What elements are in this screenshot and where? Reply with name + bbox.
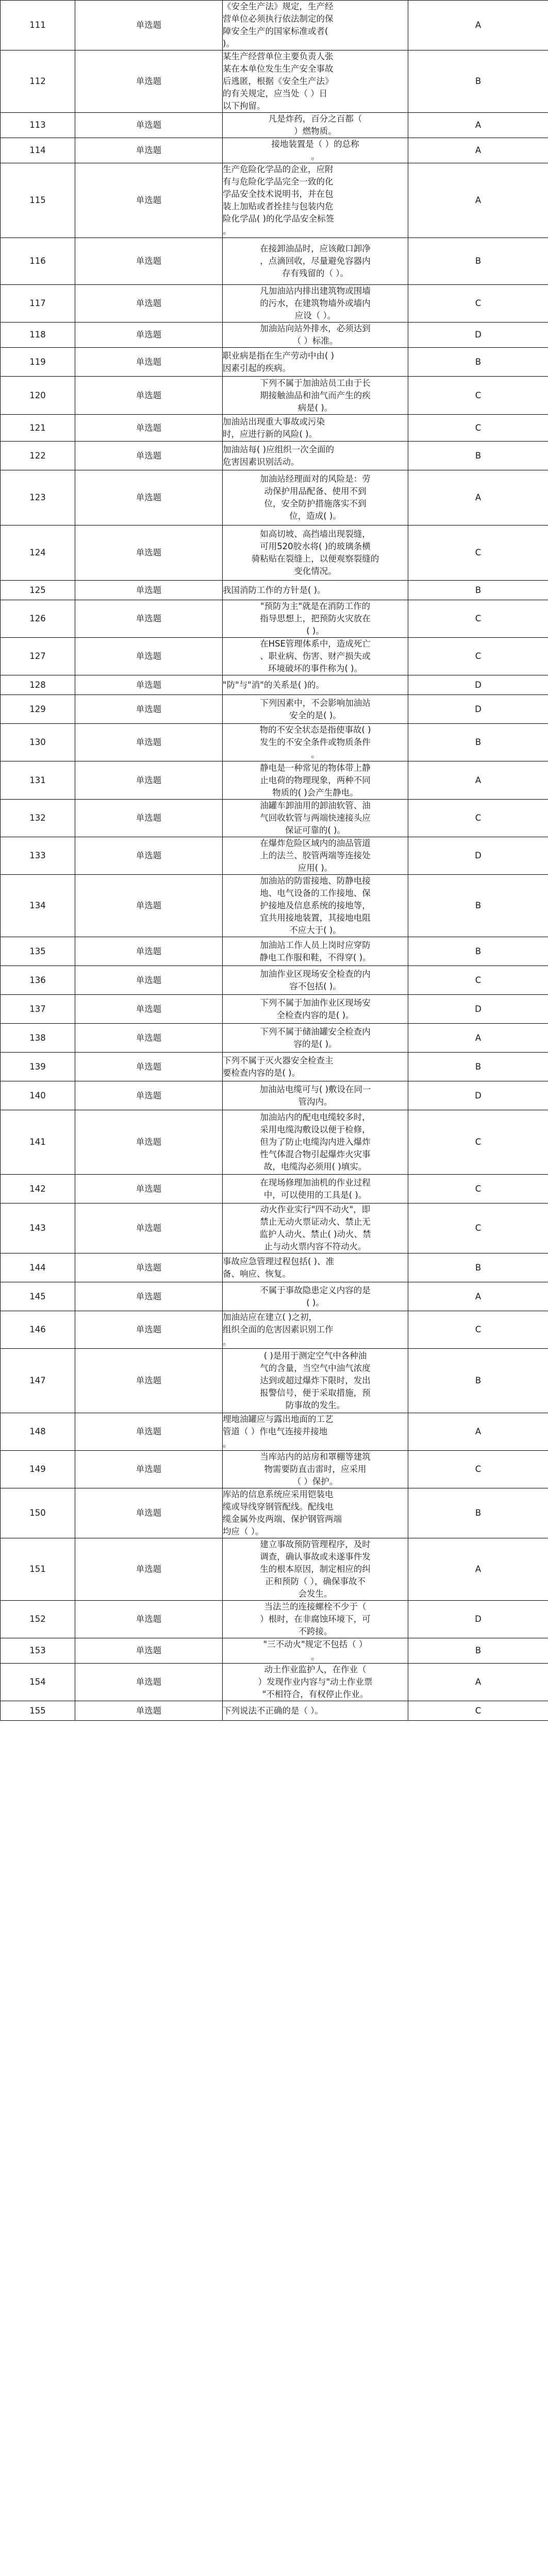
table-row [1, 581, 548, 600]
question-number: 141 [1, 1110, 75, 1175]
question-text: 下列不属于灭火器安全检查主 要检查内容的是( )。 [223, 1053, 408, 1081]
question-number: 120 [1, 377, 75, 415]
question-text: 埋地油罐应与露出地面的工艺 管道（ ）作电气连接并接地 。 [223, 1413, 408, 1451]
table-row [1, 1204, 548, 1253]
question-number: 117 [1, 285, 75, 323]
question-type: 单选题 [75, 1601, 223, 1638]
question-number: 112 [1, 50, 75, 113]
question-type: 单选题 [75, 1282, 223, 1311]
question-type: 单选题 [75, 1175, 223, 1204]
answer-key: A [408, 113, 548, 138]
question-number: 135 [1, 937, 75, 966]
question-text: 事故应急管理过程包括( )、准 备、响应、恢复。 [223, 1253, 408, 1282]
question-text: 在HSE管理体系中，造成死亡 、职业病、伤害、财产损失或 环境破坏的事件称为( )。 [223, 638, 408, 675]
table-row [1, 1664, 548, 1701]
question-table-body [1, 1, 548, 1721]
question-text: ( )是用于测定空气中各种油 气的含量，当空气中油气浓度 达到或超过爆炸下限时，发出 报警信号，便于采取措施，预 防事故的发生。 [223, 1349, 408, 1413]
table-row [1, 1253, 548, 1282]
question-type: 单选题 [75, 966, 223, 995]
table-row [1, 285, 548, 323]
question-type: 单选题 [75, 1253, 223, 1282]
table-row [1, 1053, 548, 1081]
answer-key: B [408, 1488, 548, 1538]
question-text: "预防为主"就是在消防工作的 指导思想上，把预防火灾放在 ( )。 [223, 600, 408, 638]
question-type: 单选题 [75, 1110, 223, 1175]
question-type: 单选题 [75, 638, 223, 675]
question-text: 某生产经营单位主要负责人张 某在本单位发生生产安全事故 后逃匿，根据《安全生产法》 的有关规定，应当处（ ）日 以下拘留。 [223, 50, 408, 113]
question-type: 单选题 [75, 238, 223, 285]
question-text: 下列不属于加油站员工由于长 期接触油品和油气而产生的疾 病是( )。 [223, 377, 408, 415]
answer-key: C [408, 1110, 548, 1175]
answer-key: B [408, 238, 548, 285]
question-text: 物的不安全状态是指使事故( ) 发生的不安全条件或物质条件 。 [223, 724, 408, 761]
table-row [1, 113, 548, 138]
question-type: 单选题 [75, 1701, 223, 1721]
question-number: 150 [1, 1488, 75, 1538]
question-type: 单选题 [75, 163, 223, 238]
table-row [1, 937, 548, 966]
question-type: 单选题 [75, 1413, 223, 1451]
table-row [1, 238, 548, 285]
table-row [1, 695, 548, 724]
question-type: 单选题 [75, 1053, 223, 1081]
answer-key: B [408, 1053, 548, 1081]
question-number: 153 [1, 1638, 75, 1664]
question-number: 126 [1, 600, 75, 638]
question-text: 加油站经理面对的风险是：劳 动保护用品配备、使用不到 位，安全防护措施落实不到 位，造成( )。 [223, 470, 408, 526]
question-number: 138 [1, 1024, 75, 1053]
answer-key: B [408, 50, 548, 113]
answer-key: B [408, 1253, 548, 1282]
answer-key: A [408, 1413, 548, 1451]
question-text: 加油站的防雷接地、防静电接 地、电气设备的工作接地、保 护接地及信息系统的接地等， 宜共用接地装置，其接地电阻 不应大于( )。 [223, 875, 408, 937]
question-number: 122 [1, 442, 75, 470]
table-row [1, 323, 548, 348]
answer-key: B [408, 724, 548, 761]
answer-key: A [408, 1664, 548, 1701]
question-number: 155 [1, 1701, 75, 1721]
question-type: 单选题 [75, 1349, 223, 1413]
question-number: 132 [1, 800, 75, 837]
question-type: 单选题 [75, 800, 223, 837]
question-number: 143 [1, 1204, 75, 1253]
table-row [1, 675, 548, 695]
question-number: 134 [1, 875, 75, 937]
question-number: 121 [1, 415, 75, 442]
question-text: 《安全生产法》规定，生产经 营单位必须执行依法制定的保 障安全生产的国家标准或者( )。 [223, 1, 408, 50]
answer-key: C [408, 638, 548, 675]
question-type: 单选题 [75, 875, 223, 937]
answer-key: B [408, 1349, 548, 1413]
question-text: 加油站出现重大事故或污染 时，应进行新的风险( )。 [223, 415, 408, 442]
table-row [1, 1349, 548, 1413]
table-row [1, 348, 548, 377]
answer-key: C [408, 1311, 548, 1349]
answer-key: B [408, 1638, 548, 1664]
question-number: 152 [1, 1601, 75, 1638]
answer-key: A [408, 138, 548, 163]
question-number: 118 [1, 323, 75, 348]
question-number: 145 [1, 1282, 75, 1311]
question-type: 单选题 [75, 138, 223, 163]
question-type: 单选题 [75, 995, 223, 1024]
question-type: 单选题 [75, 1311, 223, 1349]
question-text: 下列因素中，不会影响加油站 安全的是( )。 [223, 695, 408, 724]
table-row [1, 1311, 548, 1349]
question-type: 单选题 [75, 837, 223, 875]
question-text: 加油站向站外排水，必须达到 （ ）标准。 [223, 323, 408, 348]
question-type: 单选题 [75, 323, 223, 348]
answer-key: C [408, 1175, 548, 1204]
question-number: 123 [1, 470, 75, 526]
question-type: 单选题 [75, 937, 223, 966]
question-type: 单选题 [75, 1638, 223, 1664]
answer-key: C [408, 1451, 548, 1488]
answer-key: A [408, 1024, 548, 1053]
answer-key: D [408, 695, 548, 724]
table-row [1, 1451, 548, 1488]
question-number: 151 [1, 1538, 75, 1601]
question-text: 接地装置是（ ）的总称 。 [223, 138, 408, 163]
question-number: 142 [1, 1175, 75, 1204]
answer-key: A [408, 1, 548, 50]
question-type: 单选题 [75, 675, 223, 695]
question-number: 139 [1, 1053, 75, 1081]
answer-key: A [408, 163, 548, 238]
question-text: 加油站电缆可与( )敷设在同一 管沟内。 [223, 1081, 408, 1110]
question-text: 建立事故预防管理程序，及时 调查，确认事故或未遂事件发 生的根本原因，制定相应的纠 正和预防（ ），确保事故不 会发生。 [223, 1538, 408, 1601]
question-text: 油罐车卸油用的卸油软管、油 气回收软管与两端快速接头应 保证可靠的( )。 [223, 800, 408, 837]
question-text: 我国消防工作的方针是( )。 [223, 581, 408, 600]
question-number: 146 [1, 1311, 75, 1349]
table-row [1, 1081, 548, 1110]
answer-key: D [408, 323, 548, 348]
question-text: 加油站内的配电电缆较多时， 采用电缆沟敷设以便于检修， 但为了防止电缆沟内进入爆炸 性气体混合物引起爆炸火灾事 故，电缆沟必须用( )填实。 [223, 1110, 408, 1175]
question-text: 加油站应在建立( )之初， 组织全面的危害因素识别工作 。 [223, 1311, 408, 1349]
answer-key: A [408, 1282, 548, 1311]
answer-key: C [408, 526, 548, 581]
answer-key: B [408, 875, 548, 937]
question-text: 动土作业监护人，在作业（ ）发现作业内容与"动土作业票 "不相符合，有权停止作业。 [223, 1664, 408, 1701]
table-row [1, 638, 548, 675]
question-type: 单选题 [75, 470, 223, 526]
question-type: 单选题 [75, 1538, 223, 1601]
table-row [1, 1413, 548, 1451]
table-row [1, 1701, 548, 1721]
table-row [1, 1638, 548, 1664]
answer-key: B [408, 937, 548, 966]
answer-key: B [408, 348, 548, 377]
question-number: 114 [1, 138, 75, 163]
question-type: 单选题 [75, 442, 223, 470]
table-row [1, 50, 548, 113]
answer-key: A [408, 1538, 548, 1601]
answer-key: D [408, 995, 548, 1024]
question-type: 单选题 [75, 724, 223, 761]
question-type: 单选题 [75, 377, 223, 415]
question-type: 单选题 [75, 50, 223, 113]
question-text: 当库站内的站房和罩棚等建筑 物需要防直击雷时，应采用 （ ）保护。 [223, 1451, 408, 1488]
question-type: 单选题 [75, 1488, 223, 1538]
question-number: 128 [1, 675, 75, 695]
table-row [1, 837, 548, 875]
question-number: 130 [1, 724, 75, 761]
question-number: 148 [1, 1413, 75, 1451]
question-type: 单选题 [75, 348, 223, 377]
question-type: 单选题 [75, 415, 223, 442]
question-number: 140 [1, 1081, 75, 1110]
question-text: "三不动火"规定不包括（ ） 。 [223, 1638, 408, 1664]
question-number: 149 [1, 1451, 75, 1488]
table-row [1, 1110, 548, 1175]
question-number: 119 [1, 348, 75, 377]
table-row [1, 442, 548, 470]
question-text: 生产危险化学品的企业，应附 有与危险化学品完全一致的化 学品安全技术说明书，并在包 装上加贴或者拴挂与包装内危 险化学品( )的化学品安全标签 。 [223, 163, 408, 238]
answer-key: C [408, 415, 548, 442]
table-row [1, 526, 548, 581]
question-text: 凡是炸药，百分之百都（ ）燃物质。 [223, 113, 408, 138]
question-text: 加油站工作人员上岗时应穿防 静电工作服和鞋，不得穿( )。 [223, 937, 408, 966]
table-row [1, 470, 548, 526]
question-text: 库站的信息系统应采用铠装电 缆或导线穿钢管配线。配线电 缆金属外皮两端、保护钢管两端 均应（ ）。 [223, 1488, 408, 1538]
question-text: 当法兰的连接螺栓不少于（ ）根时，在非腐蚀环境下，可 不跨接。 [223, 1601, 408, 1638]
question-text: 凡加油站内排出建筑物或围墙 的污水，在建筑物墙外或墙内 应设（ ）。 [223, 285, 408, 323]
question-text: 在接卸油品时，应该敞口卸净 ，点滴回收，尽量避免容器内 存有残留的（ ）。 [223, 238, 408, 285]
table-row [1, 1024, 548, 1053]
table-row [1, 377, 548, 415]
table-row [1, 1488, 548, 1538]
question-text: 职业病是指在生产劳动中由( ) 因素引起的疾病。 [223, 348, 408, 377]
answer-key: D [408, 1601, 548, 1638]
question-number: 111 [1, 1, 75, 50]
answer-key: D [408, 675, 548, 695]
question-text: 加油站每( )应组织一次全面的 危害因素识别活动。 [223, 442, 408, 470]
question-number: 147 [1, 1349, 75, 1413]
question-number: 116 [1, 238, 75, 285]
question-number: 127 [1, 638, 75, 675]
answer-key: D [408, 837, 548, 875]
question-text: 在爆炸危险区域内的油品管道 上的法兰、胶管两端等连接处 应用( )。 [223, 837, 408, 875]
table-row [1, 1601, 548, 1638]
question-text: 加油作业区现场安全检查的内 容不包括( )。 [223, 966, 408, 995]
table-row [1, 800, 548, 837]
answer-key: A [408, 470, 548, 526]
table-row [1, 1, 548, 50]
answer-key: A [408, 761, 548, 800]
question-text: 下列不属于储油罐安全检查内 容的是( )。 [223, 1024, 408, 1053]
question-type: 单选题 [75, 600, 223, 638]
question-type: 单选题 [75, 1451, 223, 1488]
table-row [1, 761, 548, 800]
answer-key: D [408, 1081, 548, 1110]
question-number: 136 [1, 966, 75, 995]
table-row [1, 724, 548, 761]
question-type: 单选题 [75, 581, 223, 600]
question-type: 单选题 [75, 113, 223, 138]
question-number: 154 [1, 1664, 75, 1701]
table-row [1, 1538, 548, 1601]
question-type: 单选题 [75, 1081, 223, 1110]
question-type: 单选题 [75, 526, 223, 581]
question-text: "防"与"消"的关系是( )的。 [223, 675, 408, 695]
question-type: 单选题 [75, 761, 223, 800]
answer-key: B [408, 442, 548, 470]
question-number: 137 [1, 995, 75, 1024]
question-number: 125 [1, 581, 75, 600]
question-type: 单选题 [75, 1204, 223, 1253]
table-row [1, 995, 548, 1024]
question-type: 单选题 [75, 1664, 223, 1701]
question-text: 动火作业实行"四不动火"，即 禁止无动火票证动火、禁止无 监护人动火、禁止( )动火、禁 止与动火票内容不符动火。 [223, 1204, 408, 1253]
answer-key: C [408, 966, 548, 995]
question-text: 在现场修理加油机的作业过程 中，可以使用的工具是( )。 [223, 1175, 408, 1204]
answer-key: C [408, 285, 548, 323]
question-number: 124 [1, 526, 75, 581]
question-type: 单选题 [75, 695, 223, 724]
table-row [1, 1282, 548, 1311]
question-number: 115 [1, 163, 75, 238]
table-row [1, 138, 548, 163]
answer-key: C [408, 1701, 548, 1721]
table-row [1, 1175, 548, 1204]
question-text: 不属于事故隐患定义内容的是 ( )。 [223, 1282, 408, 1311]
answer-key: C [408, 1204, 548, 1253]
table-row [1, 415, 548, 442]
question-text: 静电是一种常见的物体带上静 止电荷的物理现象，两种不同 物质的( )会产生静电。 [223, 761, 408, 800]
question-type: 单选题 [75, 1024, 223, 1053]
question-number: 133 [1, 837, 75, 875]
answer-key: B [408, 581, 548, 600]
table-row [1, 966, 548, 995]
question-number: 113 [1, 113, 75, 138]
table-row [1, 875, 548, 937]
question-text: 下列说法不正确的是（ ）。 [223, 1701, 408, 1721]
question-number: 129 [1, 695, 75, 724]
question-type: 单选题 [75, 1, 223, 50]
question-text: 如高切坡、高挡墙出现裂缝， 可用520胶水将( )的玻璃条横 骑粘贴在裂缝上，以便观察裂缝的 变化情况。 [223, 526, 408, 581]
question-text: 下列不属于加油作业区现场安 全检查内容的是( )。 [223, 995, 408, 1024]
table-row [1, 600, 548, 638]
answer-key: C [408, 377, 548, 415]
question-number: 144 [1, 1253, 75, 1282]
question-number: 131 [1, 761, 75, 800]
answer-key: C [408, 600, 548, 638]
question-type: 单选题 [75, 285, 223, 323]
answer-key: C [408, 800, 548, 837]
table-row [1, 163, 548, 238]
